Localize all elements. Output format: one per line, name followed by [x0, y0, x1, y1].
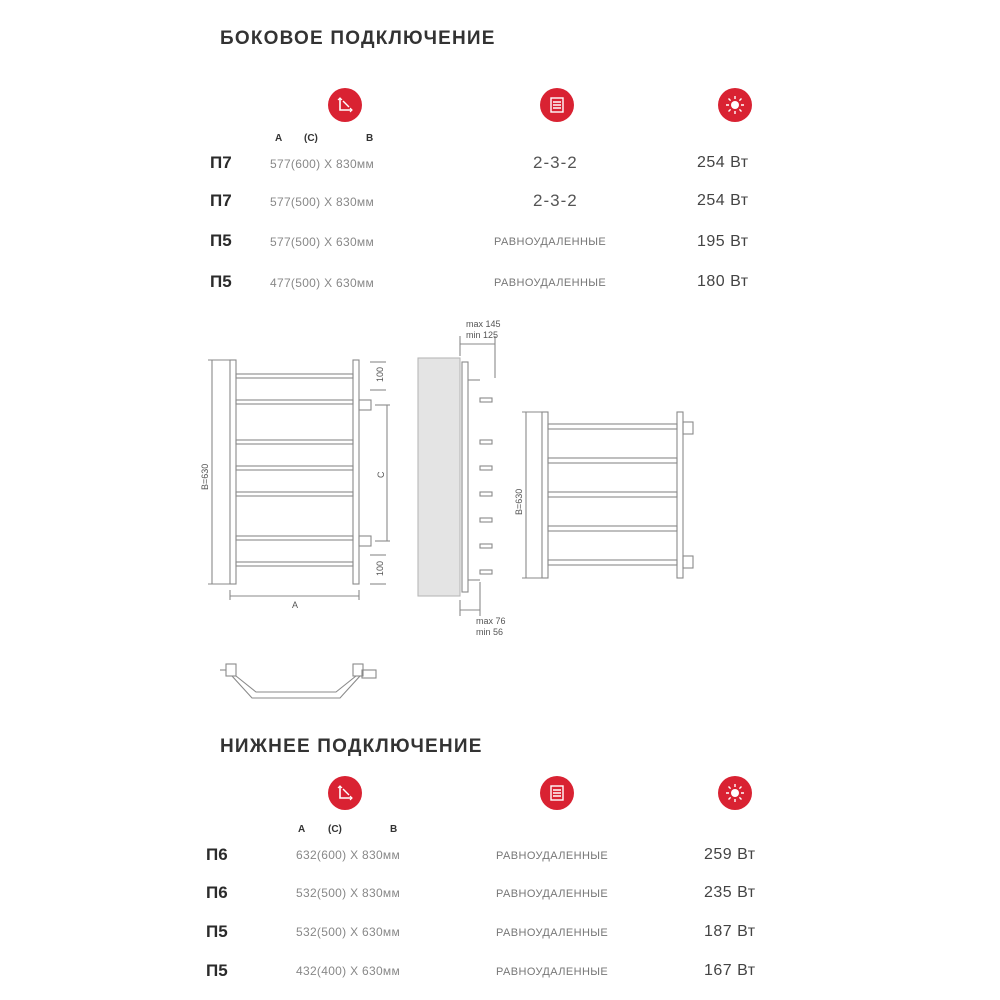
- side-bottom-min-label: min 56: [476, 627, 504, 637]
- scheme-icon: [540, 88, 574, 122]
- side-connection-title: БОКОВОЕ ПОДКЛЮЧЕНИЕ: [220, 28, 496, 49]
- side-row-3-scheme: РАВНОУДАЛЕННЫЕ: [494, 236, 607, 248]
- side-header-a: А: [275, 133, 283, 144]
- bottom-row-4-power: 167 Вт: [704, 962, 756, 979]
- side-row-3-dims: 577(500) Х 630мм: [270, 235, 375, 249]
- right-view: [522, 412, 693, 578]
- front-view: [208, 360, 390, 600]
- side-top-min-label: min 125: [466, 330, 499, 340]
- side-row-3-power: 195 Вт: [697, 233, 749, 250]
- top-view: [220, 664, 376, 698]
- bottom-row-2-dims: 532(500) Х 830мм: [296, 886, 401, 900]
- bottom-row-4-model: П5: [206, 961, 228, 980]
- bottom-row-1-power: 259 Вт: [704, 846, 756, 863]
- bottom-row-2-model: П6: [206, 883, 228, 902]
- power-icon: [718, 776, 752, 810]
- dimensions-icon: [328, 88, 362, 122]
- technical-drawing: [190, 300, 730, 710]
- side-row-1-dims: 577(600) Х 830мм: [270, 157, 375, 171]
- bottom-row-2-power: 235 Вт: [704, 884, 756, 901]
- side-row-4-dims: 477(500) Х 630мм: [270, 276, 375, 290]
- side-bottom-max-label: max 76: [476, 616, 506, 626]
- side-row-1-scheme: 2-3-2: [533, 153, 578, 172]
- side-top-max-label: max 145: [466, 319, 501, 329]
- bottom-row-3-dims: 532(500) Х 630мм: [296, 925, 401, 939]
- side-row-2-dims: 577(500) Х 830мм: [270, 195, 375, 209]
- side-row-2-model: П7: [210, 191, 232, 210]
- bottom-row-1-scheme: РАВНОУДАЛЕННЫЕ: [496, 850, 609, 862]
- bottom-row-3-power: 187 Вт: [704, 923, 756, 940]
- bottom-row-1-dims: 632(600) Х 830мм: [296, 848, 401, 862]
- bottom-row-3-scheme: РАВНОУДАЛЕННЫЕ: [496, 927, 609, 939]
- bottom-header-a: А: [298, 824, 306, 835]
- side-row-1-power: 254 Вт: [697, 154, 749, 171]
- front-bottom-label: 100: [375, 560, 385, 576]
- scheme-icon: [540, 776, 574, 810]
- side-row-2-power: 254 Вт: [697, 192, 749, 209]
- bottom-connection-title: НИЖНЕЕ ПОДКЛЮЧЕНИЕ: [220, 736, 483, 757]
- side-row-3-model: П5: [210, 231, 232, 250]
- side-row-4-scheme: РАВНОУДАЛЕННЫЕ: [494, 277, 607, 289]
- bottom-row-2-scheme: РАВНОУДАЛЕННЫЕ: [496, 888, 609, 900]
- side-row-4-power: 180 Вт: [697, 273, 749, 290]
- bottom-row-3-model: П5: [206, 922, 228, 941]
- front-c-label: С: [376, 471, 386, 478]
- bottom-header-c: (С): [328, 824, 342, 835]
- power-icon: [718, 88, 752, 122]
- front-b-label: В=630: [200, 463, 210, 490]
- bottom-row-1-model: П6: [206, 845, 228, 864]
- dimensions-icon: [328, 776, 362, 810]
- side-row-1-model: П7: [210, 153, 232, 172]
- side-row-4-model: П5: [210, 272, 232, 291]
- front-top-label: 100: [375, 366, 385, 382]
- front-a-label: А: [292, 600, 299, 610]
- bottom-row-4-dims: 432(400) Х 630мм: [296, 964, 401, 978]
- side-row-2-scheme: 2-3-2: [533, 191, 578, 210]
- bottom-header-b: В: [390, 824, 398, 835]
- side-header-b: В: [366, 133, 374, 144]
- bottom-row-4-scheme: РАВНОУДАЛЕННЫЕ: [496, 966, 609, 978]
- side-header-c: (С): [304, 133, 318, 144]
- right-b-label: В=630: [514, 488, 524, 515]
- side-view: [418, 336, 495, 616]
